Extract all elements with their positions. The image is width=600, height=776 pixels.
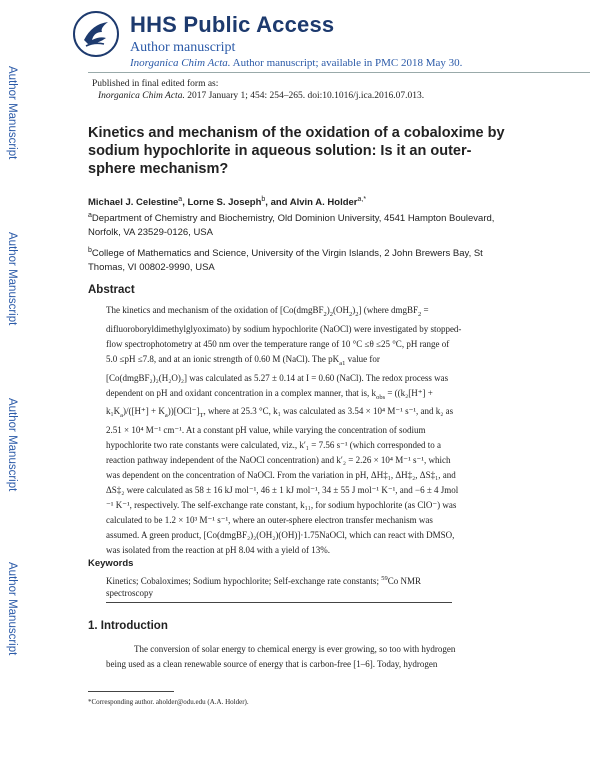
intro-line: The conversion of solar energy to chemical energy is ever growing, so too with hydrogen — [134, 644, 456, 654]
abstract-line: 2.51 × 10⁴ M⁻¹ cm⁻¹. At a constant pH value, while varying the concentration of sodium — [106, 425, 426, 436]
abstract-text: ] (where dmgBF — [358, 305, 418, 315]
abstract-text: value for — [345, 353, 380, 364]
header-divider — [88, 72, 590, 73]
affiliation-text: Department of Chemistry and Biochemistry, Old Dominion University, 4541 Hampton Boulevard, Norfolk, VA 23529-0126, USA — [88, 213, 495, 239]
author-manuscript-subtitle: Author manuscript — [130, 40, 236, 55]
keywords-body — [106, 573, 506, 599]
abstract-line: reaction pathway independent of the NaOCl concentration) and k′₂ = 2.26 × 10⁴ M⁻¹ s⁻¹, which — [106, 455, 451, 466]
introduction-body — [106, 642, 516, 672]
publication-details: 2017 January 1; 454: 254–265. doi:10.1016/j.ica.2016.07.013. — [184, 91, 425, 101]
sidebar-label: Author Manuscript — [6, 398, 18, 492]
affiliation-sup: a — [88, 212, 92, 219]
author-sup: a,* — [357, 196, 367, 203]
introduction-heading: 1. Introduction — [88, 620, 168, 632]
affiliation-text: College of Mathematics and Science, University of the Virgin Islands, 2 John Brewers Bay, St Thomas, VI 00802-9990, USA — [88, 248, 483, 274]
abstract-text: ) — [326, 305, 330, 315]
abstract-line: hypochlorite two rate constants were calculated, viz., k′₁ = 7.56 s⁻¹ (which corresponded to a — [106, 440, 442, 451]
abstract-text: k₁K — [106, 406, 121, 417]
publication-line1: Published in final edited form as: — [92, 79, 219, 89]
abstract-sub: obs — [376, 393, 386, 401]
hhs-public-access-title: HHS Public Access — [130, 12, 335, 37]
sidebar-label: Author Manuscript — [6, 562, 18, 656]
journal-name: Inorganica Chim Acta. — [130, 57, 231, 69]
keywords-text: Co NMR — [387, 576, 421, 586]
author-list — [88, 196, 366, 208]
availability-text: Author manuscript; available in PMC 2018 May 30. — [230, 57, 463, 69]
author-name: Michael J. Celestine — [88, 197, 179, 209]
intro-line: being used as a clean renewable source of energy that is carbon-free [1–6]. Today, hydrogen — [106, 659, 438, 669]
author-name: , Lorne S. Joseph — [182, 197, 262, 209]
sidebar-label: Author Manuscript — [6, 232, 18, 326]
abstract-line: calculated to be 1.2 × 10³ M⁻¹ s⁻¹, where an outer-sphere electron transfer mechanism was — [106, 515, 433, 526]
paper-title: Kinetics and mechanism of the oxidation of a cobaloxime by sodium hypochlorite in aqueous solution: Is it an outer-sphere mechanism? — [88, 125, 505, 177]
publication-journal: Inorganica Chim Acta. — [98, 91, 185, 101]
author-sup: a — [178, 196, 183, 203]
abstract-text: The kinetics and mechanism of the oxidation of [Co(dmgBF — [106, 305, 324, 315]
affiliation-b — [88, 244, 518, 275]
abstract-body: The kinetics and mechanism of the oxidation of $[Co(dmgBF_2)_2(OH_2)_2]$ (where dmgBF$_2$ = difluoroboryldimethylglyoximato) by sodium hypochlorite (NaOCl) were investigated by stopped- flow spectrophotometry at 450 nm over the temperature range of 10 °C ≤θ ≤25 °C, pH range of 5.0 ≤pH ≤7.8, and at an ionic strength of 0.60 M (NaCl). The $pK_{a1}$ value for [Co(dmgBF₂)₂(H₂O)₂] was calculated as 5.27 ± 0.14 at I = 0.60 (NaCl). The redox process was dependent on pH and oxidant concentration in a complex manner, that is, $k_{obs} = ((k_2[H^+]$ + $k_1K_a)/([H^+] + K_a))[OCl^-]_T$, where at 25.3 °C, k₁ was calculated as 3.54 × 10⁴ M⁻¹ s⁻¹, and k₂ as 2.51 × 10⁴ M⁻¹ cm⁻¹. At a constant pH value, while varying the concentration of sodium hypochlorite two rate constants were calculated, viz., k′₁ = 7.56 s⁻¹ (which corresponded to a reaction pathway independent of the NaOCl concentration) and k′₂ = 2.26 × 10⁴ M⁻¹ s⁻¹, which was dependent on the concentration of NaOCl. From the variation in pH, ΔH‡₁, ΔH‡₂, ΔS‡₁, and ΔS‡₂ were calculated as 58 ± 16 kJ mol⁻¹, 46 ± 1 kJ mol⁻¹, 34 ± 55 J mol⁻¹ K⁻¹, and −6 ± 4 Jmol ⁻¹ K⁻¹, respectively. The self-exchange rate constant, k₁₁, for sodium hypochlorite (as ClO⁻) was calculated to be 1.2 × 10³ M⁻¹ s⁻¹, where an outer-sphere electron transfer mechanism was assumed. A green product, [Co(dmgBF₂)₂(OH₂)(OH)]·1.75NaOCl, which can react with DMSO, was isolated from the reaction at pH 8.04 with a yield of 13%. — [106, 303, 514, 558]
abstract-line: flow spectrophotometry at 450 nm over the temperature range of 10 °C ≤θ ≤25 °C, pH range of — [106, 338, 450, 349]
abstract-heading: Abstract — [88, 284, 135, 296]
corresponding-author-footnote: *Corresponding author. aholder@odu.edu (A.A. Holder). — [88, 698, 249, 706]
abstract-line: was isolated from the reaction at pH 8.04 with a yield of 13%. — [106, 545, 330, 556]
author-sup: b — [261, 196, 266, 203]
abstract-text: = — [421, 305, 429, 315]
keywords-line: spectroscopy — [106, 588, 153, 598]
abstract-text: )/([H⁺] + K — [123, 406, 165, 417]
abstract-line: was dependent on the concentration of NaOCl. From the variation in pH, ΔH‡₁, ΔH‡₂, ΔS‡₁, and — [106, 470, 456, 481]
keywords-heading: Keywords — [88, 558, 134, 569]
abstract-line: ⁻¹ K⁻¹, respectively. The self-exchange rate constant, k₁₁, for sodium hypochlorite (as ClO⁻) was — [106, 500, 457, 511]
abstract-sub: a1 — [339, 359, 346, 367]
abstract-text: ))[OCl⁻] — [167, 406, 200, 417]
affiliation-sup: b — [88, 247, 92, 254]
abstract-text: ) — [352, 305, 356, 315]
abstract-line: assumed. A green product, [Co(dmgBF₂)₂(OH₂)(OH)]·1.75NaOCl, which can react with DMSO, — [106, 530, 455, 541]
abstract-text: dependent on pH and oxidant concentration in a complex manner, that is, k — [106, 387, 377, 398]
abstract-line: [Co(dmgBF₂)₂(H₂O)₂] was calculated as 5.27 ± 0.14 at I = 0.60 (NaCl). The redox process was — [106, 372, 449, 383]
keywords-text: Kinetics; Cobaloximes; Sodium hypochlorite; Self-exchange rate constants; — [106, 576, 382, 586]
abstract-line: difluoroboryldimethylglyoximato) by sodium hypochlorite (NaOCl) were investigated by stopped- — [106, 323, 462, 334]
abstract-text: 5.0 ≤pH ≤7.8, and at an ionic strength of 0.60 M (NaCl). The pK — [106, 353, 340, 364]
section-divider — [106, 602, 452, 603]
hhs-eagle-logo-icon — [72, 10, 120, 58]
abstract-line: ΔS‡₂ were calculated as 58 ± 16 kJ mol⁻¹, 46 ± 1 kJ mol⁻¹, 34 ± 55 J mol⁻¹ K⁻¹, and −6 ± 4 Jmol — [106, 485, 459, 496]
abstract-sub: a — [164, 412, 168, 420]
abstract-sub: T — [199, 412, 204, 420]
abstract-text: , where at 25.3 °C, k₁ was calculated as 3.54 × 10⁴ M⁻¹ s⁻¹, and k₂ as — [203, 406, 454, 417]
abstract-text: = ((k₂[H⁺] + — [385, 387, 433, 398]
journal-availability — [130, 57, 462, 69]
footnote-divider — [88, 691, 174, 692]
sidebar-label: Author Manuscript — [6, 66, 18, 160]
affiliation-a — [88, 209, 518, 240]
keywords-sup: 59 — [381, 575, 388, 582]
author-name: , and Alvin A. Holder — [265, 197, 358, 209]
abstract-sub: a — [120, 412, 124, 420]
publication-info — [92, 78, 424, 102]
abstract-text: (OH — [332, 305, 349, 315]
